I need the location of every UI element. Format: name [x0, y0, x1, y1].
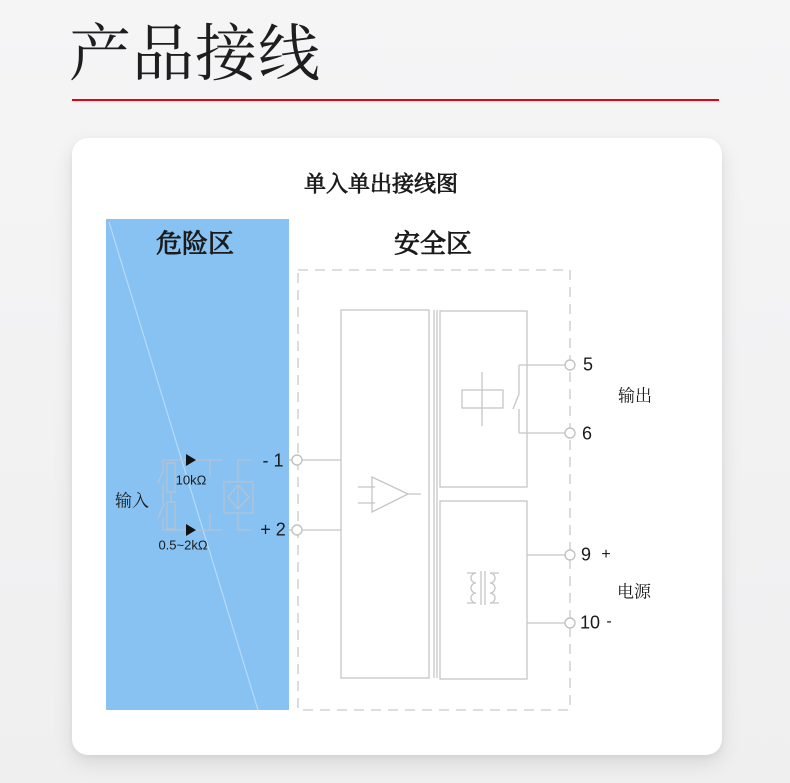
terminal-circle-2	[292, 525, 302, 535]
input-label: 输入	[115, 491, 149, 511]
wire	[519, 365, 565, 433]
isolator-block	[341, 310, 437, 678]
wire	[302, 460, 341, 530]
terminal-circle-6	[565, 428, 575, 438]
terminal-2-label: + 2	[260, 519, 286, 540]
relay-coil-icon	[462, 372, 503, 426]
terminal-10-sign: -	[606, 613, 612, 630]
terminal-circle-9	[565, 550, 575, 560]
transformer-icon	[467, 571, 499, 605]
terminal-5-label: 5	[582, 354, 594, 375]
amplifier-icon	[358, 477, 421, 512]
page-title: 产品接线	[69, 20, 322, 89]
hazard-zone-label: 危险区	[155, 228, 235, 259]
resistor-bottom-value: 0.5~2kΩ	[158, 537, 208, 553]
terminal-circle-10	[565, 618, 575, 628]
power-label: 电源	[617, 582, 651, 602]
terminal-1-label: - 1	[262, 450, 284, 471]
relay-block	[440, 311, 565, 487]
power-block	[440, 501, 565, 679]
wire	[527, 555, 565, 623]
terminal-circle-5	[565, 360, 575, 370]
terminal-9-label: 9	[580, 544, 592, 565]
terminal-circle-1	[292, 455, 302, 465]
safe-zone-label: 安全区	[393, 228, 473, 259]
terminal-9-sign: +	[601, 546, 611, 563]
relay-contact-icon	[513, 365, 519, 433]
diagram-title: 单入单出接线图	[303, 171, 459, 197]
terminal-10-label: 10	[579, 612, 601, 633]
output-label: 输出	[618, 386, 652, 406]
resistor-top-value: 10kΩ	[175, 472, 207, 488]
terminal-6-label: 6	[581, 423, 593, 444]
